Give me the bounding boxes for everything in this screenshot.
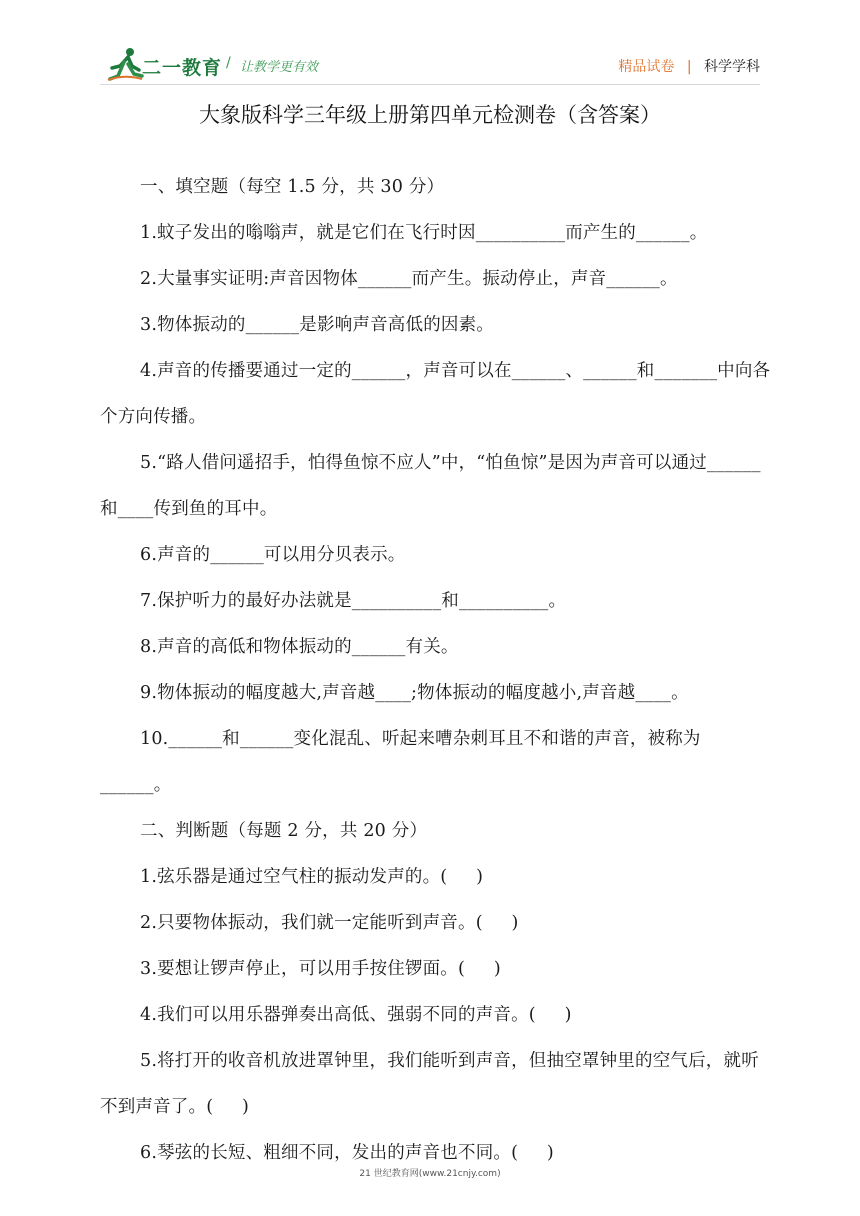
badge-separator: | — [686, 59, 692, 75]
badge-quality: 精品试卷 — [618, 59, 675, 75]
question-line: 4.我们可以用乐器弹奏出高低、强弱不同的声音。( ) — [140, 1005, 572, 1025]
section-heading-true-false: 二、判断题（每题 2 分，共 20 分） — [140, 821, 428, 841]
header-badge — [618, 56, 760, 76]
question-line: 2.只要物体振动，我们就一定能听到声音。( ) — [140, 913, 519, 933]
page-footer: 21 世纪教育网(www.21cnjy.com) — [359, 1169, 501, 1179]
question-line: 1.弦乐器是通过空气柱的振动发声的。( ) — [140, 867, 484, 887]
runner-logo-icon — [106, 46, 144, 82]
document-title: 大象版科学三年级上册第四单元检测卷（含答案） — [199, 103, 661, 127]
question-line: 9.物体振动的幅度越大,声音越____;物体振动的幅度越小,声音越____。 — [140, 683, 689, 703]
page-header — [0, 0, 860, 86]
brand-logo — [106, 46, 336, 82]
question-line: 8.声音的高低和物体振动的______有关。 — [140, 637, 459, 657]
section-heading-fill-blank: 一、填空题（每空 1.5 分，共 30 分） — [140, 177, 445, 197]
question-line: 10.______和______变化混乱、听起来嘈杂刺耳且不和谐的声音，被称为______。 — [100, 729, 701, 795]
badge-subject: 科学学科 — [704, 59, 760, 75]
question-line: 6.琴弦的长短、粗细不同，发出的声音也不同。( ) — [140, 1143, 554, 1163]
question-line: 2.大量事实证明:声音因物体______而产生。振动停止，声音______。 — [140, 269, 678, 289]
logo-slogan: 让教学更有效 — [240, 60, 319, 75]
question-line: 5.将打开的收音机放进罩钟里，我们能听到声音，但抽空罩钟里的空气后，就听不到声音了。( ) — [100, 1051, 759, 1117]
logo-separator: / — [226, 55, 231, 71]
question-line: 3.要想让锣声停止，可以用手按住锣面。( ) — [140, 959, 501, 979]
question-line: 3.物体振动的______是影响声音高低的因素。 — [140, 315, 494, 335]
question-line: 7.保护听力的最好办法就是__________和__________。 — [140, 591, 567, 611]
header-divider — [100, 84, 760, 85]
document-body — [100, 164, 772, 1176]
question-line: 6.声音的______可以用分贝表示。 — [140, 545, 406, 565]
question-line: 4.声音的传播要通过一定的______，声音可以在______、______和_______中向各个方向传播。 — [100, 361, 771, 427]
question-line: 1.蚊子发出的嗡嗡声，就是它们在飞行时因__________而产生的______。 — [140, 223, 708, 243]
logo-name: 二一教育 — [142, 57, 223, 79]
question-line: 5.“路人借问遥招手，怕得鱼惊不应人”中，“怕鱼惊”是因为声音可以通过______和____传到鱼的耳中。 — [100, 453, 761, 519]
